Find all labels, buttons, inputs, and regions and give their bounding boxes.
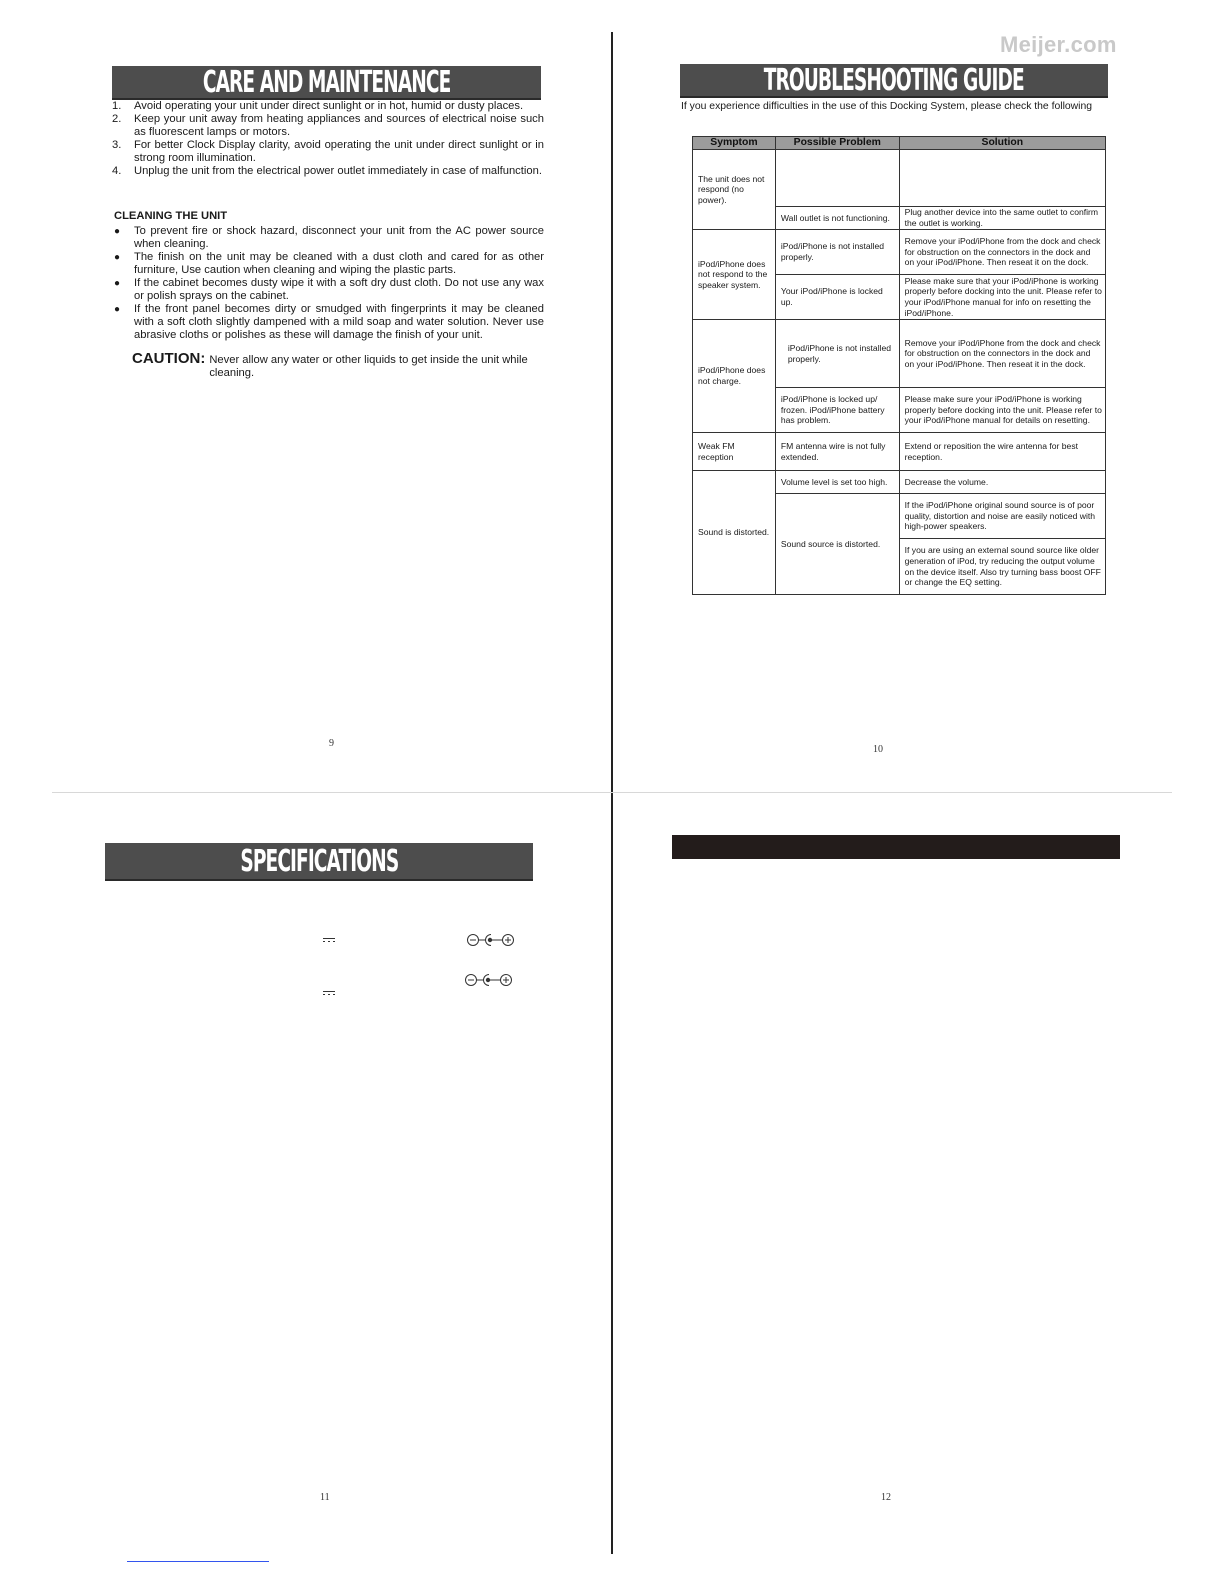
polarity-symbol-icon	[464, 972, 514, 988]
care-list-item	[112, 100, 544, 113]
problem-cell: Your iPod/iPhone is locked up.	[775, 275, 899, 320]
bullet-icon: ●	[114, 252, 121, 263]
symptom-cell: Weak FM reception	[693, 433, 776, 471]
problem-cell: Sound source is distorted.	[775, 494, 899, 595]
table-row	[693, 471, 1106, 494]
table-header-row	[693, 137, 1106, 150]
troubleshooting-table	[692, 136, 1106, 595]
cleaning-heading: CLEANING THE UNIT	[114, 210, 228, 222]
symptom-cell: Sound is distorted.	[693, 471, 776, 595]
bullet-icon: ●	[114, 304, 121, 315]
care-item-number: 4.	[112, 165, 122, 177]
care-list-item	[112, 165, 544, 178]
solution-cell: Remove your iPod/iPhone from the dock and check for obstruction on the connectors in the dock and on your iPod/iPhone. Then reseat it on the dock.	[899, 230, 1105, 275]
care-item-number: 1.	[112, 100, 122, 112]
care-list	[112, 100, 544, 178]
problem-cell: iPod/iPhone is locked up/ frozen. iPod/iPhone battery has problem.	[775, 388, 899, 433]
solution-cell: Decrease the volume.	[899, 471, 1105, 494]
table-row	[693, 230, 1106, 275]
solution-cell	[899, 150, 1105, 207]
page-number: 9	[329, 738, 334, 749]
link-underline	[127, 1561, 269, 1562]
vertical-page-divider	[611, 32, 613, 1554]
table-row	[693, 320, 1106, 388]
solution-cell: If the iPod/iPhone original sound source is of poor quality, distortion and noise are easily noticed with high-power speakers.	[899, 494, 1105, 539]
cleaning-item-text: If the front panel becomes dirty or smudged with fingerprints it may be cleaned with a soft cloth slightly dampened with a mild soap and water solution. Never use abrasive cloths or polishes as these will damage the finish of your unit.	[134, 303, 544, 341]
trouble-title-bar	[680, 64, 1108, 98]
problem-cell: Wall outlet is not functioning.	[775, 207, 899, 230]
solution-cell: Please make sure your iPod/iPhone is working properly before docking into the unit. Please refer to your iPod/iPhone manual for details on resetting.	[899, 388, 1105, 433]
page-number: 11	[320, 1492, 330, 1503]
caution-note	[132, 351, 544, 380]
solution-cell: If you are using an external sound source like older generation of iPod, try reducing the output volume on the device itself. Also try turning bass boost OFF or change the EQ setting.	[899, 539, 1105, 595]
care-item-text: Keep your unit away from heating appliances and sources of electrical noise such as fluorescent lamps or motors.	[134, 113, 544, 138]
blank-title-bar	[672, 835, 1120, 859]
page-number: 12	[881, 1492, 891, 1503]
care-item-number: 3.	[112, 139, 122, 151]
care-item-number: 2.	[112, 113, 122, 125]
solution-cell: Plug another device into the same outlet to confirm the outlet is working.	[899, 207, 1105, 230]
symptom-cell: iPod/iPhone does not respond to the speaker system.	[693, 230, 776, 320]
cleaning-list	[112, 225, 544, 342]
problem-cell: Volume level is set too high.	[775, 471, 899, 494]
trouble-title: TROUBLESHOOTING GUIDE	[763, 62, 1025, 98]
caution-text: Never allow any water or other liquids to get inside the unit while cleaning.	[209, 354, 528, 379]
bullet-icon: ●	[114, 278, 121, 289]
trouble-intro: If you experience difficulties in the use of this Docking System, please check the following	[681, 101, 1093, 112]
watermark: Meijer.com	[1000, 32, 1117, 57]
problem-cell: iPod/iPhone is not installed properly.	[775, 320, 899, 388]
cleaning-item-text: To prevent fire or shock hazard, disconnect your unit from the AC power source when cleaning.	[134, 225, 544, 250]
care-list-item	[112, 113, 544, 139]
cleaning-item-text: If the cabinet becomes dusty wipe it with a soft dry dust cloth. Do not use any wax or polish sprays on the cabinet.	[134, 277, 544, 302]
care-list-item	[112, 139, 544, 165]
header-symptom: Symptom	[693, 137, 776, 150]
cleaning-item-text: The finish on the unit may be cleaned with a dust cloth and cared for as other furniture, Use caution when cleaning and wiping the plastic parts.	[134, 251, 544, 276]
care-item-text: Avoid operating your unit under direct sunlight or in hot, humid or dusty places.	[134, 100, 524, 112]
cleaning-list-item	[112, 251, 544, 277]
problem-cell: iPod/iPhone is not installed properly.	[775, 230, 899, 275]
header-solution: Solution	[899, 137, 1105, 150]
care-title: CARE AND MAINTENANCE	[202, 64, 451, 100]
bullet-icon: ●	[114, 226, 121, 237]
solution-cell: Extend or reposition the wire antenna for best reception.	[899, 433, 1105, 471]
header-problem: Possible Problem	[775, 137, 899, 150]
care-item-text: Unplug the unit from the electrical power outlet immediately in case of malfunction.	[134, 165, 542, 177]
cleaning-list-item	[112, 277, 544, 303]
problem-cell: FM antenna wire is not fully extended.	[775, 433, 899, 471]
care-title-bar	[112, 66, 541, 100]
cleaning-list-item	[112, 303, 544, 342]
symptom-cell: The unit does not respond (no power).	[693, 150, 776, 230]
dc-symbol-icon	[323, 938, 335, 942]
horizontal-page-divider	[52, 792, 1172, 793]
solution-cell: Please make sure that your iPod/iPhone is working properly before docking into the unit. Please refer to your iPod/iPhone manual for info on resetting the iPod/iPhone.	[899, 275, 1105, 320]
problem-cell	[775, 150, 899, 207]
cleaning-list-item	[112, 225, 544, 251]
caution-label: CAUTION:	[132, 350, 206, 367]
solution-cell: Remove your iPod/iPhone from the dock and check for obstruction on the connectors in the dock and on your iPod/iPhone. Then reseat it in the dock.	[899, 320, 1105, 388]
spec-title: SPECIFICATIONS	[240, 843, 398, 879]
care-item-text: For better Clock Display clarity, avoid operating the unit under direct sunlight or in strong room illumination.	[134, 139, 544, 164]
table-row	[693, 433, 1106, 471]
polarity-symbol-icon	[466, 932, 516, 948]
table-row	[693, 150, 1106, 207]
spec-title-bar	[105, 843, 533, 881]
symptom-cell: iPod/iPhone does not charge.	[693, 320, 776, 433]
page-number: 10	[873, 744, 883, 755]
dc-symbol-icon	[323, 991, 335, 995]
